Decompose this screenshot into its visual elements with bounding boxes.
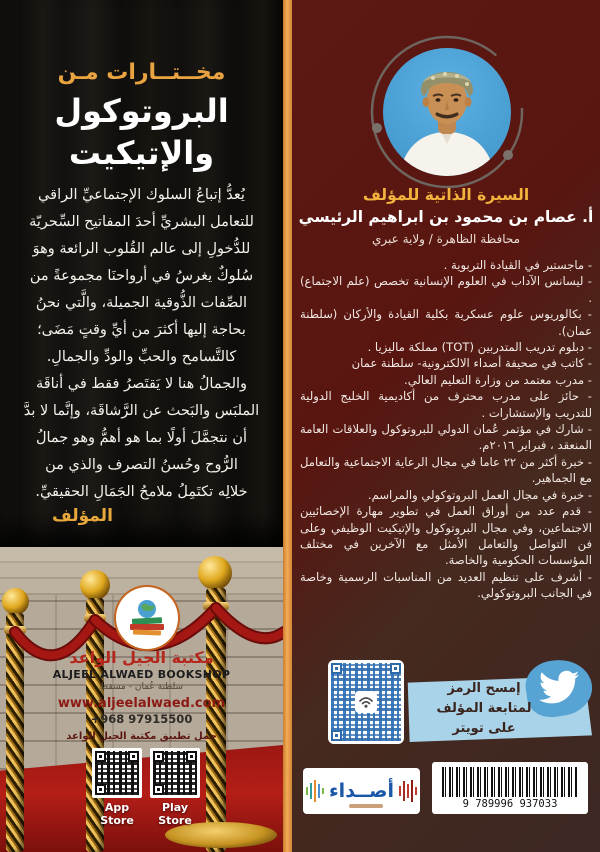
stanchion-collar [203,602,229,610]
bio-item: - أشرف على تنظيم العديد من المناسبات الرسمية وخاصة في الجانب البروتوكولي. [300,569,592,601]
app-download-prompt: حمل تطبيق مكتبة الجيل الواعد [66,731,217,742]
blurb-line: للدُّخولِ إلى عالم القُلوب الرائعة وهوَ [32,241,251,257]
cover-title-line2: والإتيكيت [68,134,215,172]
publisher-logo-card [303,768,420,814]
author-portrait-illustration [383,48,511,176]
author-signature: المؤلف [52,506,113,526]
blurb-line: أن نتجمَّلَ أولًا بما هو أهمُّ وهو جمالُ [35,430,248,446]
bio-item: - كاتب في صحيفة أصداء الالكترونية- سلطنة عمان [351,356,592,371]
blurb-line: سُلوكٌ يغرسُ في أرواحنَا مجموعةً من [29,268,254,284]
bio-item: - مدرب معتمد من وزارة التعليم العالي. [404,372,592,387]
books-globe-icon [118,589,176,647]
soundwave-icon-right [398,778,418,804]
blurb-line: بحاجة إليها أكثرَ من أيِّ وقتٍ مَضَى؛ [37,322,246,338]
publisher-tagline-mark [349,804,383,808]
blurb-line: الرُّوح وحُسنُ التصرف والذي من [45,457,238,473]
divider-stripe [283,0,292,852]
bio-section-title: السيرة الذاتية للمؤلف [362,186,530,204]
stanchion-ball [198,556,232,590]
isbn-barcode [432,762,588,814]
blurb-line: والجمالُ هنا لا يَقتَصرُ فقط في أناقَة [35,376,248,392]
author-bio-list [300,257,592,602]
blurb-line: الصِّفات الذُّوقية الجميلة، والَّتي نحنُ [35,295,248,311]
author-name: أ. عصام بن محمود بن ابراهيم الرئيسي [298,208,594,226]
twitter-qr-code [328,660,404,744]
twitter-note [404,679,564,739]
cover-kicker: مخــتــارات مـن [57,60,226,85]
bookshop-logo [118,589,176,647]
blurb-line: الملبَس والبَحث عن الرَّشاقَة، وإنَّما لا بدَّ [23,403,260,419]
wifi-icon [355,691,377,713]
bio-item: - ليسانس الآداب في العلوم الإنسانية تخصص (علم الاجتماع) . [300,274,592,305]
bio-item: - بكالوريوس علوم عسكرية بكلية القيادة والأركان (سلطنة عمان). [300,307,592,338]
bio-item: - ماجستير في القيادة التربوية . [443,258,592,272]
bio-item: - دبلوم تدريب المتدربين (TOT) مملكة ماليزيا . [367,340,592,355]
barcode-number: 9 789996 937033 [462,798,558,810]
bookshop-location: سلطنة عُمان - مسقط [99,682,184,692]
publisher-logo-text: أصــداء [328,779,395,802]
bio-item: - خبرة في مجال العمل البروتوكولي والمراسم. [367,487,592,502]
author-photo [383,48,511,176]
stanchion-collar [84,614,106,622]
barcode-bars [442,767,578,797]
blurb-line: للتعامل البشريِّ أحدَ المفاتيح السِّحريّة [29,214,254,230]
app-store-qr-code [92,748,142,798]
stanchion-collar [4,626,26,634]
stanchion-ball [2,588,29,615]
bookshop-phone: +968 97915500 [90,712,193,726]
twitter-note-line: على تويتر [452,721,516,736]
app-store-label: App Store [100,801,134,827]
stanchion-ball [80,570,110,600]
soundwave-icon-left [305,778,325,804]
bio-item: - خبرة أكثر من ٢٢ عاما في مجال الرعاية الاجتماعية والتعامل مع الجماهير. [300,454,592,486]
bookshop-name-ar: مكتبة الجيل الواعد [69,648,214,667]
bookshop-website: www.aljeelalwaed.com [57,696,226,711]
cover-title-line1: البروتوكول [54,92,229,130]
play-store-label: Play Store [158,801,192,827]
blurb-line: خلالِه تكتَمِلُ ملامحُ الجَمَالِ الحقيقيِّ. [35,484,248,500]
twitter-note-line: إمسح الرمز [447,681,521,696]
bio-item: - شارك في مؤتمر عُمان الدولي للبروتوكول والعلاقات العامة المنعقد ، فبراير ٢٠١٦م. [300,422,592,453]
play-store-qr-code [150,748,200,798]
twitter-note-line: لمتابعة المؤلف [436,701,532,716]
bio-item: - حائز على مدرب محترف من أكاديمية الخليج الدولية للتدريب والإستشارات . [300,389,592,420]
author-location: محافظة الظاهرة / ولاية عبري [371,232,521,246]
blurb-line: كالتَّسامح والحبِّ والودِّ والجمالِ. [46,349,237,365]
bookshop-name-en: ALJEEL ALWAED BOOKSHOP [52,668,231,681]
bio-item: - قدم عدد من أوراق العمل في تطوير مهارة الإخصائيين الاجتماعين، وفي مجال البروتوكول والإتيكيت الوظيفي وعلى فن التواصل والتعامل الأمثل مع الآخرين في مختلف المؤسسات الحكومية والخاصة. [300,504,592,568]
back-cover-blurb [14,182,269,506]
blurb-line: يُعدُّ إتباعُ السلوك الإجتماعيِّ الراقي [38,187,245,203]
